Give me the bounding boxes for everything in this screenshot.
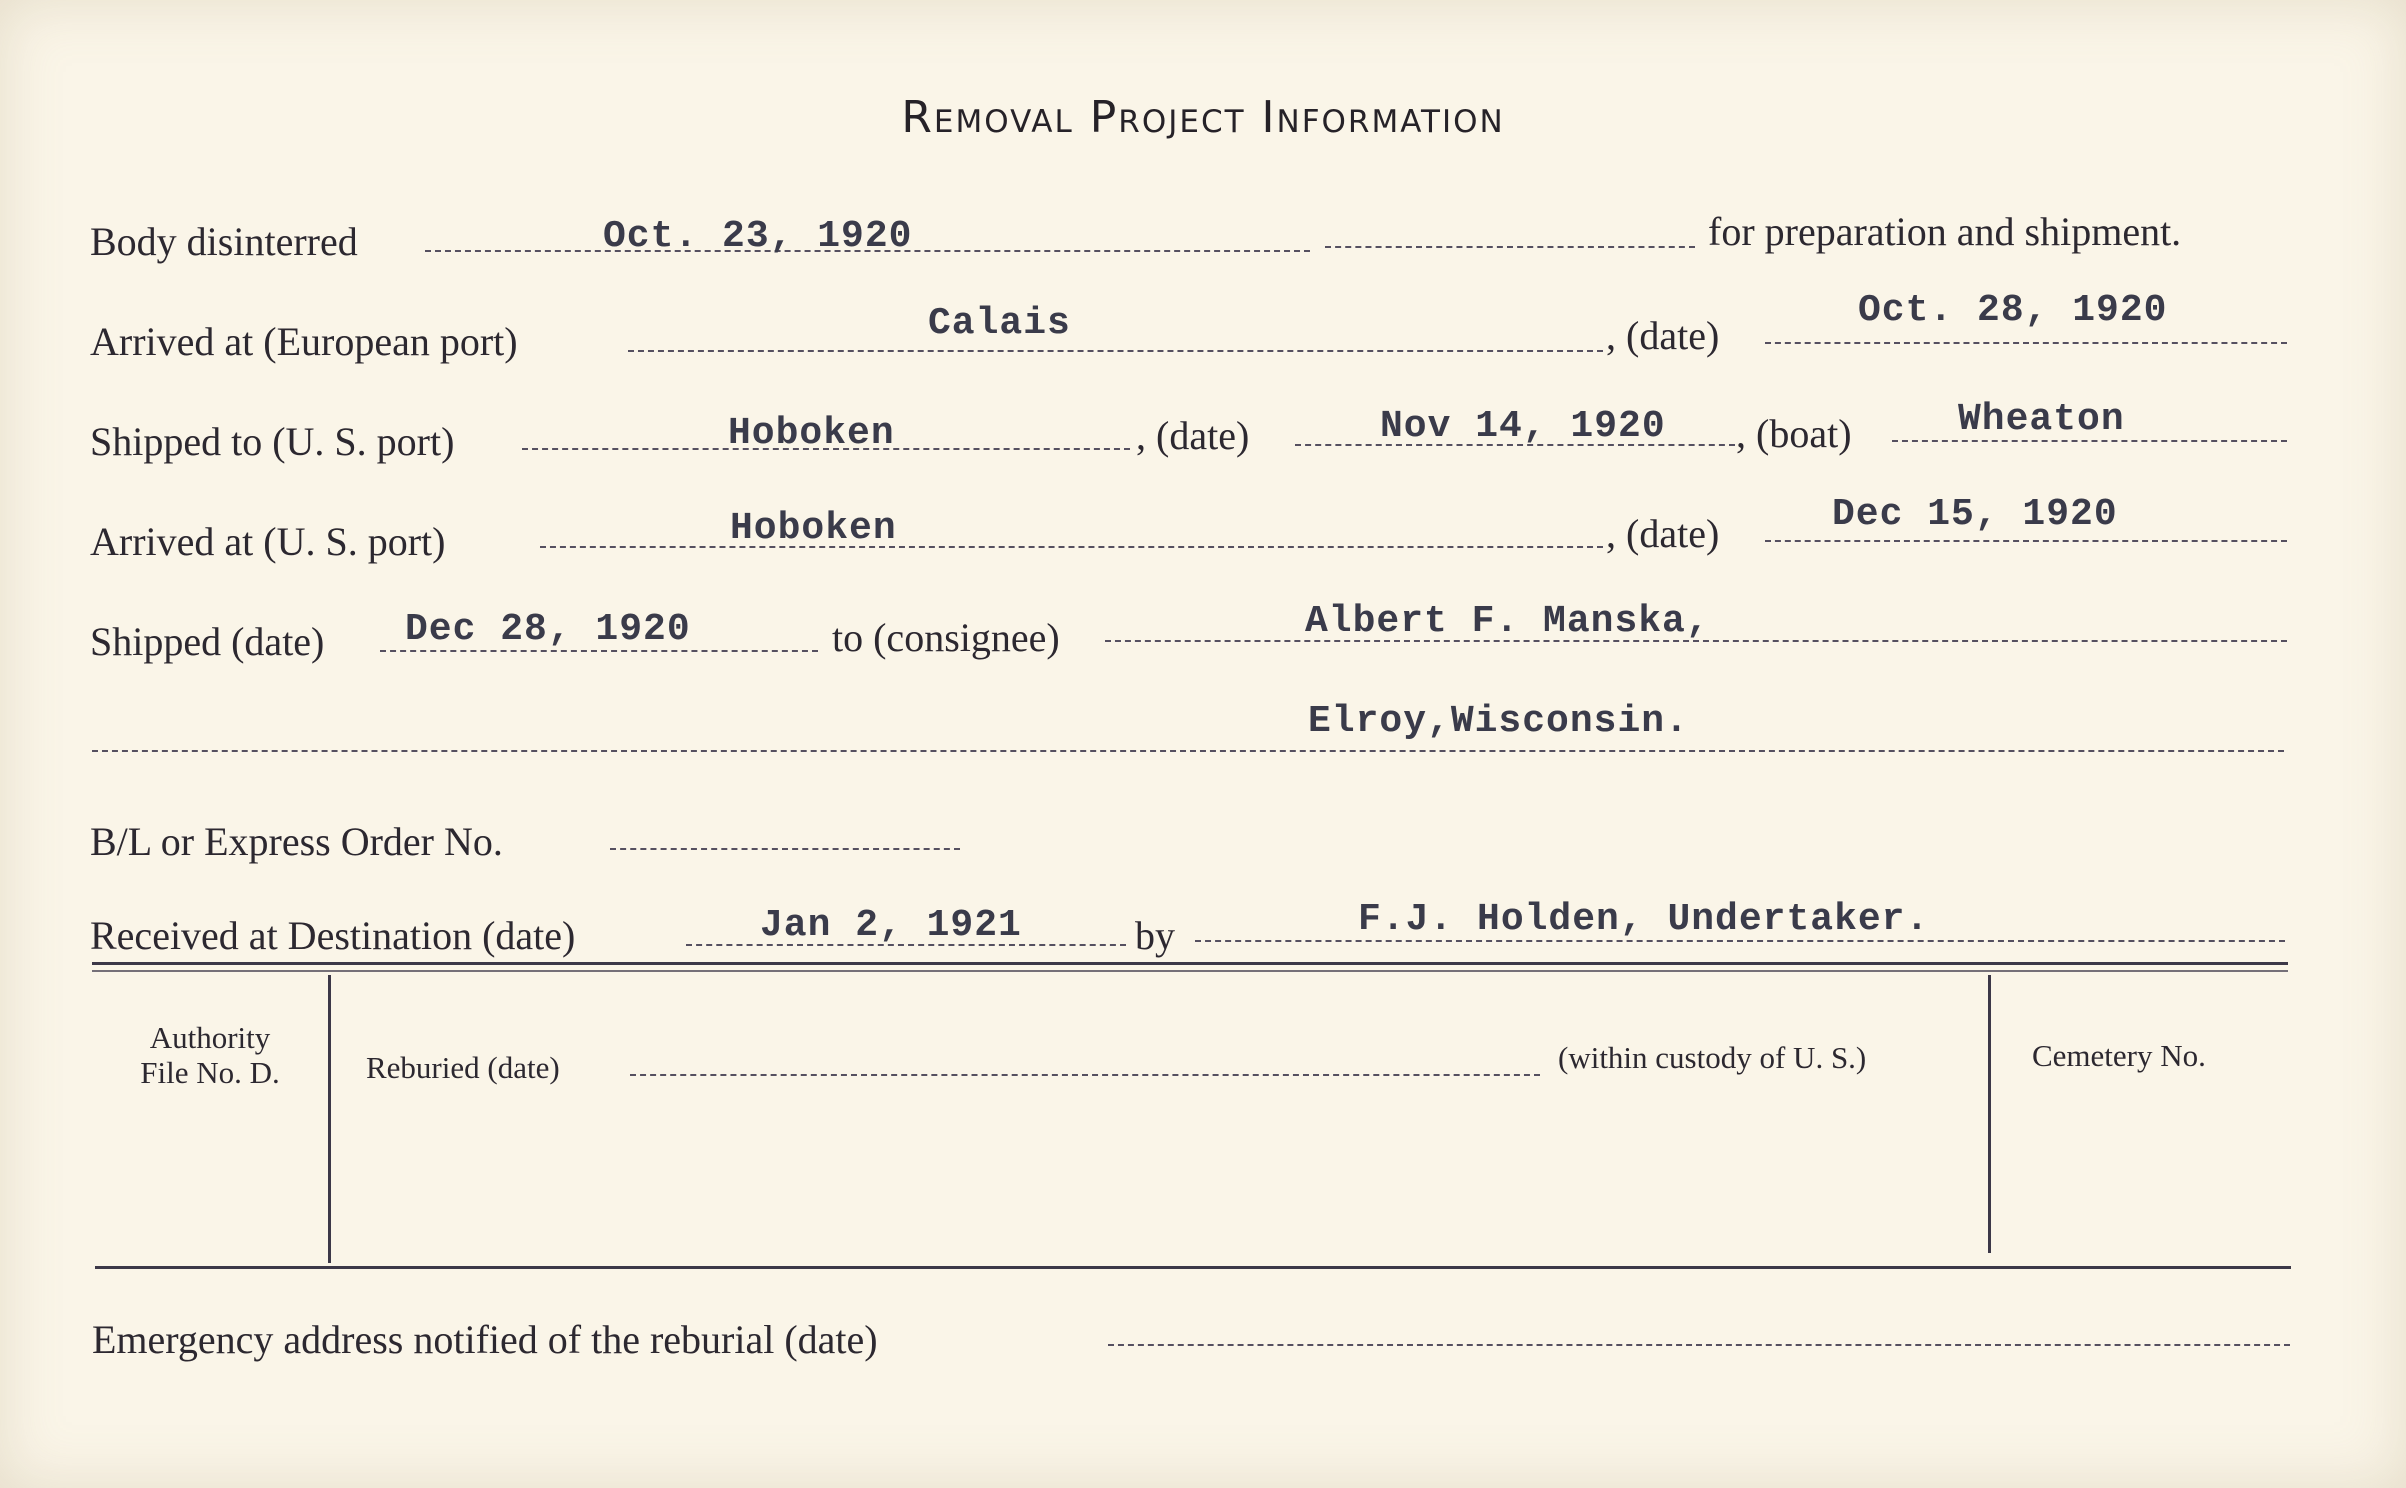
european-date-line	[1765, 342, 2287, 344]
arrived-date-line	[1765, 540, 2287, 542]
european-port-line	[628, 350, 1603, 352]
preparation-shipment-label: for preparation and shipment.	[1708, 209, 2182, 254]
body-disinterred-value: Oct. 23, 1920	[603, 215, 913, 258]
boat-value: Wheaton	[1958, 398, 2125, 441]
european-date-label: , (date)	[1606, 313, 1720, 358]
table-bottom-rule	[95, 1266, 2291, 1269]
us-port-shipped-label: Shipped to (U. S. port)	[90, 419, 455, 464]
cemetery-label: Cemetery No.	[2032, 1038, 2206, 1073]
boat-label: , (boat)	[1736, 411, 1852, 456]
express-order-line	[610, 848, 960, 850]
received-destination-value: Jan 2, 1921	[760, 904, 1022, 947]
reburied-line	[630, 1074, 1540, 1076]
consignee-value: Albert F. Manska,	[1305, 600, 1710, 643]
by-value: F.J. Holden, Undertaker.	[1358, 898, 1930, 941]
table-top-rule-2	[92, 970, 2288, 972]
custody-label: (within custody of U. S.)	[1558, 1040, 1867, 1075]
page-title: Removal Project Information	[901, 92, 1505, 143]
by-label: by	[1135, 913, 1175, 958]
received-destination-label: Received at Destination (date)	[90, 913, 576, 958]
consignee-label: to (consignee)	[832, 615, 1060, 660]
consignee-address-value: Elroy,Wisconsin.	[1308, 700, 1689, 743]
shipped-date-value: Nov 14, 1920	[1380, 405, 1666, 448]
express-order-label: B/L or Express Order No.	[90, 819, 503, 864]
emergency-address-label: Emergency address notified of the reburial (date)	[92, 1317, 878, 1362]
us-port-arrived-line	[540, 546, 1603, 548]
european-port-label: Arrived at (European port)	[90, 319, 518, 364]
table-divider-right	[1988, 975, 1991, 1253]
table-divider-left	[328, 975, 331, 1263]
shipped-date-label: , (date)	[1136, 413, 1250, 458]
authority-label-line2: File No. D.	[140, 1055, 280, 1090]
table-top-rule	[92, 962, 2288, 965]
us-port-arrived-value: Hoboken	[730, 507, 897, 550]
european-date-value: Oct. 28, 1920	[1858, 289, 2168, 332]
consignee-address-line	[92, 750, 2284, 752]
arrived-date-label: , (date)	[1606, 511, 1720, 556]
us-port-shipped-value: Hoboken	[728, 412, 895, 455]
us-port-arrived-label: Arrived at (U. S. port)	[90, 519, 446, 564]
arrived-date-value: Dec 15, 1920	[1832, 493, 2118, 536]
european-port-value: Calais	[928, 302, 1071, 345]
authority-label-line1: Authority	[149, 1020, 271, 1055]
shipped-date-row-label: Shipped (date)	[90, 619, 325, 664]
shipped-date-row-value: Dec 28, 1920	[405, 608, 691, 651]
emergency-address-line	[1108, 1344, 2290, 1346]
body-disinterred-line-2	[1325, 246, 1695, 248]
reburied-label: Reburied (date)	[366, 1050, 560, 1085]
body-disinterred-label: Body disinterred	[90, 219, 358, 264]
